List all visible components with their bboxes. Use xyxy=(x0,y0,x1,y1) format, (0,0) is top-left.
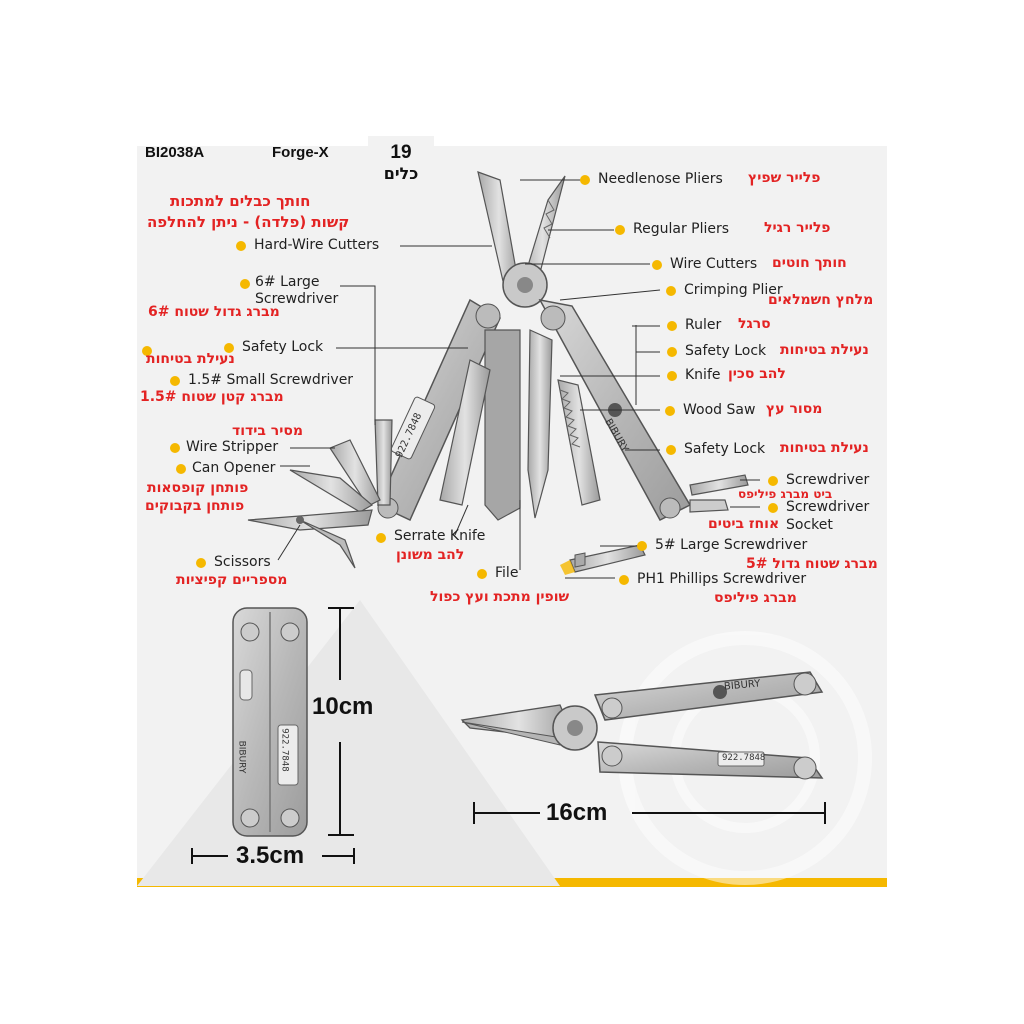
stripper-label: Wire Stripper xyxy=(186,439,279,455)
small15-label: 1.5# Small Screwdriver xyxy=(188,372,354,388)
canopener-label-he-1: פותחן קופסאות xyxy=(147,480,249,496)
safety-left-label: Safety Lock xyxy=(242,339,324,355)
large6-label-1: 6# Large xyxy=(255,274,320,290)
needlenose-label-he: פלייר שפיץ xyxy=(748,170,821,186)
knife-label: Knife xyxy=(685,367,721,383)
phillips-label-he: מברג פיליפס xyxy=(714,590,797,606)
hardwire-bullet xyxy=(236,241,246,251)
serrate-label-he: להב משונן xyxy=(396,547,465,563)
tool-count-word: כלים xyxy=(383,164,419,183)
screwdriver-bit-bullet xyxy=(768,476,778,486)
safety-right1-bullet xyxy=(667,347,677,357)
screwdriver-socket-label-2: Socket xyxy=(786,517,833,533)
screwdriver-bit-label-he: ביט מברג פיליפס xyxy=(738,487,833,501)
screwdriver-socket-bullet xyxy=(768,503,778,513)
large6-label-he: מברג גדול שטוח 6# xyxy=(148,304,280,320)
hardwire-label-he-2: קשות (פלדה) - ניתן להחלפה xyxy=(147,213,350,231)
open-pliers-brand: BIBURY xyxy=(723,678,761,693)
regular-label-he: פלייר רגיל xyxy=(764,220,831,236)
ruler-bullet xyxy=(667,321,677,331)
ruler-label-he: סרגל xyxy=(738,316,771,332)
hardwire-label-he-1: חותך כבלים למתכות xyxy=(170,192,311,210)
scissors-bullet xyxy=(196,558,206,568)
crimping-label: Crimping Plier xyxy=(684,282,783,298)
phillips-label: PH1 Phillips Screwdriver xyxy=(637,571,807,587)
closed-tool-serial: 922.7848 xyxy=(279,728,290,772)
canopener-label-he-2: פותחן בקבוקים xyxy=(145,498,245,514)
crimping-bullet xyxy=(666,286,676,296)
regular-bullet xyxy=(615,225,625,235)
bg-triangle xyxy=(137,600,560,886)
wirecutters-label-he: חותך חוטים xyxy=(772,255,847,271)
small15-label-he: מברג קטן שטוח 1.5# xyxy=(140,389,284,405)
file-label: File xyxy=(495,565,519,581)
safety-right2-label: Safety Lock xyxy=(684,441,766,457)
large5-label: 5# Large Screwdriver xyxy=(655,537,808,553)
scissors-label-he: מספריים קפיציות xyxy=(176,572,288,588)
wirecutters-bullet xyxy=(652,260,662,270)
safety-left-label-he: נעילת בטיחות xyxy=(146,351,235,367)
screwdriver-socket-label-he: אוחז ביטים xyxy=(708,516,780,532)
regular-label: Regular Pliers xyxy=(633,221,730,237)
screwdriver-bit-label: Screwdriver xyxy=(786,472,870,488)
large5-bullet xyxy=(637,541,647,551)
woodsaw-label-he: מסור עץ xyxy=(766,401,823,417)
file-blade xyxy=(485,330,520,520)
safety-right1-label-he: נעילת בטיחות xyxy=(780,342,869,358)
stripper-bullet xyxy=(170,443,180,453)
large5-label-he: מברג שטוח גדול 5# xyxy=(746,556,878,572)
open-pliers-serial: 922.7848 xyxy=(722,753,766,763)
model-number: BI2038A xyxy=(145,144,205,161)
canopener-label: Can Opener xyxy=(192,460,276,476)
closed-tool-brand: BIBURY xyxy=(236,740,247,774)
serrate-bullet xyxy=(376,533,386,543)
handle-serial-engraving: 922.7848 xyxy=(393,411,425,460)
safety-right2-bullet xyxy=(666,445,676,455)
crimping-label-he: מלחץ חשמלאים xyxy=(768,292,874,308)
product-name: Forge-X xyxy=(272,144,329,161)
file-label-he: שופין מתכת ועץ כפול xyxy=(430,589,570,605)
needlenose-label: Needlenose Pliers xyxy=(598,171,723,187)
woodsaw-bullet xyxy=(665,406,675,416)
handle-brand-engraving: BIBURY xyxy=(602,416,631,455)
canopener-bullet xyxy=(176,464,186,474)
pliers-jaws xyxy=(478,172,565,307)
closed-tool-image xyxy=(233,608,307,836)
hardwire-label: Hard-Wire Cutters xyxy=(254,237,380,253)
knife-blade xyxy=(528,330,552,518)
safety-right2-label-he: נעילת בטיחות xyxy=(780,440,869,456)
serrate-label: Serrate Knife xyxy=(394,528,486,544)
width-label: 3.5cm xyxy=(236,842,305,869)
wirecutters-label: Wire Cutters xyxy=(670,256,758,272)
knife-label-he: להב סכין xyxy=(728,366,786,382)
needlenose-bullet xyxy=(580,175,590,185)
screwdriver-socket-label-1: Screwdriver xyxy=(786,499,870,515)
small15-bullet xyxy=(170,376,180,386)
large6-bullet xyxy=(240,279,250,289)
length-label: 16cm xyxy=(546,799,608,826)
ruler-label: Ruler xyxy=(685,317,722,333)
height-label: 10cm xyxy=(312,693,374,720)
knife-bullet xyxy=(667,371,677,381)
phillips-bullet xyxy=(619,575,629,585)
scissors-label: Scissors xyxy=(214,554,271,570)
file-bullet xyxy=(477,569,487,579)
woodsaw-label: Wood Saw xyxy=(683,402,756,418)
large6-label-2: Screwdriver xyxy=(255,291,339,307)
tool-count-number: 19 xyxy=(390,142,412,163)
stripper-label-he: מסיר בידוד xyxy=(232,423,303,439)
safety-right1-label: Safety Lock xyxy=(685,343,767,359)
